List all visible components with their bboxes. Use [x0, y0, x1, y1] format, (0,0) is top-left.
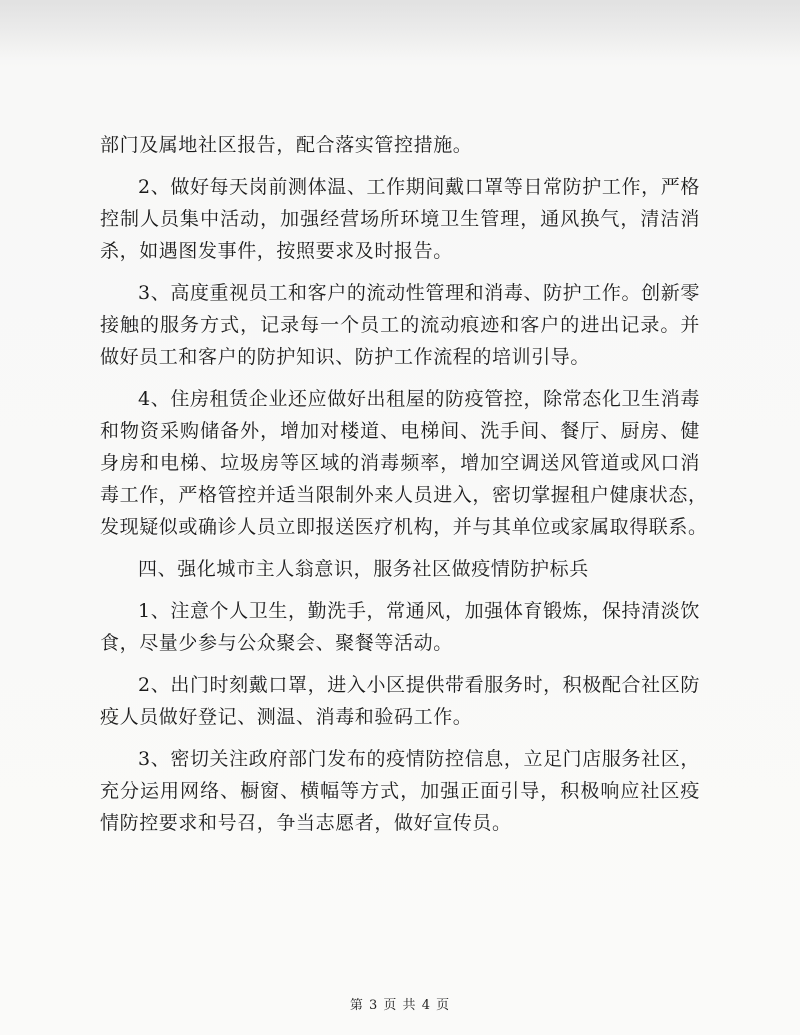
paragraph-line: 3、高度重视员工和客户的流动性管理和消毒、防护工作。创新零 [138, 282, 700, 304]
section-heading: 四、强化城市主人翁意识，服务社区做疫情防护标兵 [138, 558, 589, 580]
paragraph-line: 部门及属地社区报告，配合落实管控措施。 [100, 134, 473, 156]
paragraph-line: 食，尽量少参与公众聚会、聚餐等活动。 [100, 632, 453, 654]
page-number-footer: 第 3 页 共 4 页 [349, 998, 451, 1013]
document-body [100, 129, 708, 839]
paragraph-line: 发现疑似或确诊人员立即报送医疗机构，并与其单位或家属取得联系。 [100, 516, 708, 538]
scan-edge-shadow [0, 0, 800, 60]
paragraph-line: 情防控要求和号召，争当志愿者，做好宣传员。 [100, 812, 512, 834]
paragraph-line: 疫人员做好登记、测温、消毒和验码工作。 [100, 706, 473, 728]
paragraph-line: 3、密切关注政府部门发布的疫情防控信息，立足门店服务社区， [138, 748, 700, 770]
paragraph-line: 毒工作，严格管控并适当限制外来人员进入，密切掌握租户健康状态， [100, 484, 708, 506]
paragraph-line: 和物资采购储备外，增加对楼道、电梯间、洗手间、餐厅、厨房、健 [100, 420, 700, 442]
paragraph-line: 做好员工和客户的防护知识、防护工作流程的培训引导。 [100, 346, 591, 368]
paragraph-line: 1、注意个人卫生，勤洗手，常通风，加强体育锻炼，保持清淡饮 [138, 600, 700, 622]
paragraph-line: 4、住房租赁企业还应做好出租屋的防疫管控，除常态化卫生消毒 [138, 388, 700, 410]
paragraph-line: 2、做好每天岗前测体温、工作期间戴口罩等日常防护工作，严格 [138, 176, 700, 198]
paragraph-line: 接触的服务方式，记录每一个员工的流动痕迹和客户的进出记录。并 [100, 314, 700, 336]
paragraph-line: 充分运用网络、橱窗、横幅等方式，加强正面引导，积极响应社区疫 [100, 780, 700, 802]
paragraph-line: 控制人员集中活动，加强经营场所环境卫生管理，通风换气，清洁消 [100, 208, 700, 230]
paragraph-line: 2、出门时刻戴口罩，进入小区提供带看服务时，积极配合社区防 [138, 674, 700, 696]
paragraph-line: 杀，如遇图发事件，按照要求及时报告。 [100, 240, 453, 262]
paragraph-line: 身房和电梯、垃圾房等区域的消毒频率，增加空调送风管道或风口消 [100, 452, 700, 474]
